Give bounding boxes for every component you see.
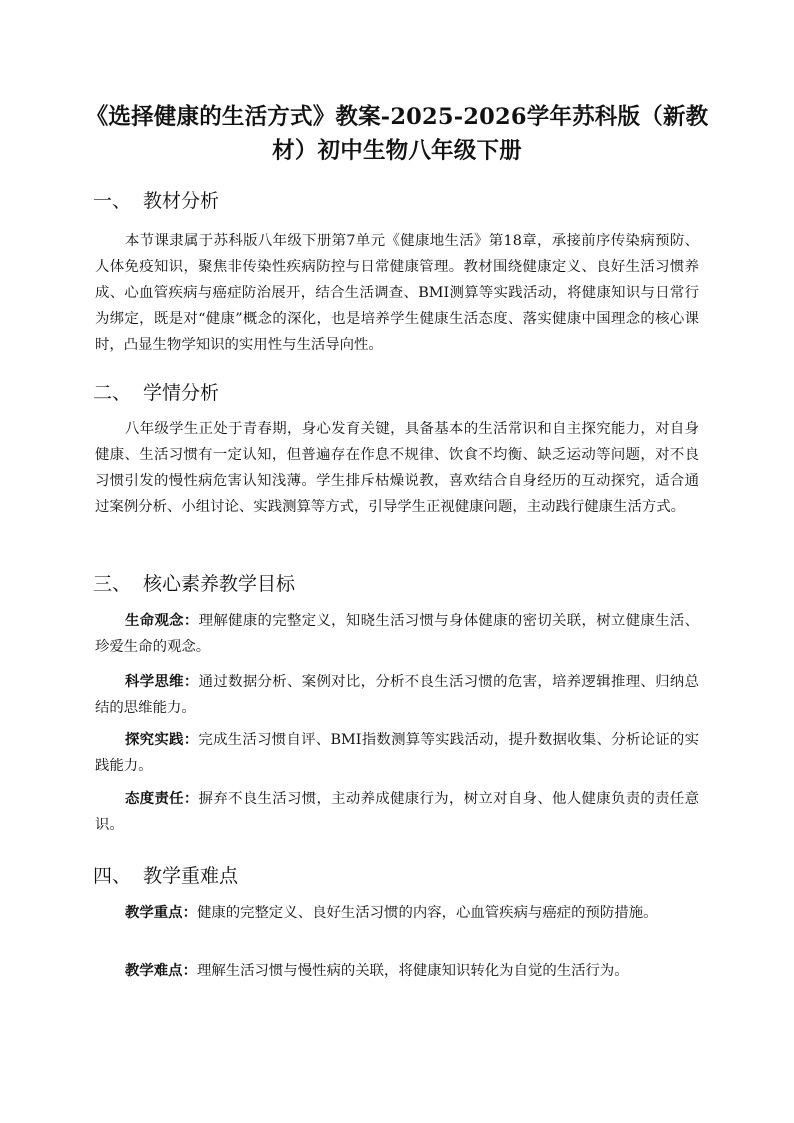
difficulty-text: 理解生活习惯与慢性病的关联，将健康知识转化为自觉的生活行为。 (196, 963, 629, 979)
section-paragraph-2: 八年级学生正处于青春期，身心发育关键，具备基本的生活常识和自主探究能力，对自身健康、生活习惯有一定认知，但普遍存在作息不规律、饮食不均衡、缺乏运动等问题，对不良习惯引发的慢性病危害认知浅薄。学生排斥枯燥说教，喜欢结合自身经历的互动探究，适合通过案例分析、小组讨论、实践测算等方式，引导学生正视健康问题，主动践行健康生活方式。 (95, 421, 699, 515)
section-paragraph-1: 本节课隶属于苏科版八年级下册第7单元《健康地生活》第18章，承接前序传染病预防、人体免疫知识，聚焦非传染性疾病防控与日常健康管理。教材围绕健康定义、良好生活习惯养成、心血管疾病与癌症防治展开，结合生活调查、BMI测算等实践活动，将健康知识与日常行为绑定，既是对“健康”概念的深化，也是培养学生健康生活态度、落实健康中国理念的核心课时，凸显生物学知识的实用性与生活导向性。 (95, 233, 699, 353)
objective-label: 探究实践： (125, 731, 199, 748)
objective-label: 态度责任： (125, 790, 199, 807)
key-point-label: 教学重点： (125, 904, 197, 921)
objective-text: 完成生活习惯自评、BMI指数测算等实践活动，提升数据收集、分析论证的实践能力。 (95, 732, 699, 774)
section-heading-1 (93, 189, 219, 213)
section-heading-2 (93, 381, 219, 405)
section-title: 教学重难点 (143, 865, 239, 887)
objective-label: 生命观念： (125, 612, 199, 629)
objective-item (95, 669, 699, 721)
section-title: 教材分析 (143, 190, 220, 212)
document-title: 《选择健康的生活方式》教案-2025-2026学年苏科版（新教材）初中生物八年级下册 (85, 104, 709, 164)
section-number: 三、 (93, 573, 132, 595)
difficulty-item (95, 958, 699, 984)
objective-label: 科学思维： (125, 673, 199, 690)
difficulty-label: 教学难点： (125, 962, 197, 979)
key-point-text: 健康的完整定义、良好生活习惯的内容，心血管疾病与癌症的预防措施。 (196, 905, 658, 921)
section-number: 二、 (93, 382, 132, 404)
objective-item (95, 786, 699, 838)
section-heading-4 (93, 864, 238, 888)
section-heading-3 (93, 572, 295, 596)
section-number: 一、 (93, 190, 132, 212)
key-point-item (95, 900, 699, 926)
objective-item (95, 727, 699, 779)
objective-item (95, 608, 699, 660)
section-title: 核心素养教学目标 (143, 573, 296, 595)
section-number: 四、 (93, 865, 132, 887)
objective-text: 摒弃不良生活习惯，主动养成健康行为，树立对自身、他人健康负责的责任意识。 (95, 791, 699, 833)
objective-text: 通过数据分析、案例对比，分析不良生活习惯的危害，培养逻辑推理、归纳总结的思维能力。 (95, 674, 699, 716)
objective-text: 理解健康的完整定义，知晓生活习惯与身体健康的密切关联，树立健康生活、珍爱生命的观念。 (95, 613, 699, 655)
section-title: 学情分析 (143, 382, 220, 404)
